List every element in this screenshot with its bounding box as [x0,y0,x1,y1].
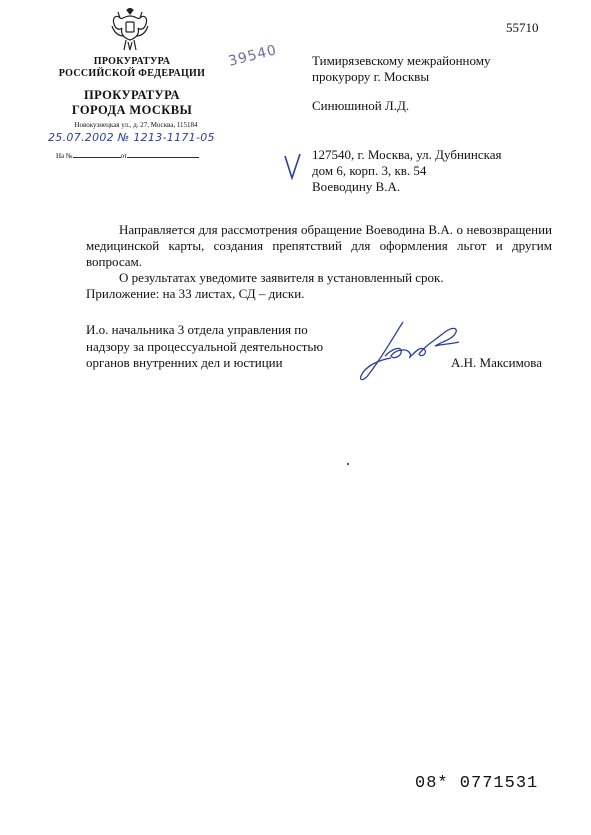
position-line-3: органов внутренних дел и юстиции [86,355,283,370]
office-line-2: ГОРОДА МОСКВЫ [71,103,193,117]
letter-body [86,222,552,302]
applicant-address-line-2: дом 6, корп. 3, кв. 54 [312,163,427,178]
check-mark-icon [283,152,303,180]
double-headed-eagle-icon [110,8,150,52]
attachment-line: Приложение: на 33 листах, СД – диски. [86,286,305,301]
handwritten-registration: 25.07.2002 № 1213-1171-05 [48,131,215,144]
scan-speck [347,463,349,465]
reg-no-label: На № [56,152,73,160]
recipient-line-2: прокурору г. Москвы [312,69,430,84]
body-paragraph-1: Направляется для рассмотрения обращение Воеводина В.А. о невозвращении медицинской карты, создания препятствий для оформления льгот и другим вопросам. [86,222,552,269]
recipient-block [312,53,490,85]
applicant-address-line-1: 127540, г. Москва, ул. Дубнинская [312,147,502,162]
position-line-1: И.о. начальника 3 отдела управления по [86,322,308,337]
reg-from-label: от [120,152,128,160]
recipient-name: Синюшиной Л.Д. [312,98,410,113]
applicant-name: Воеводину В.А. [312,179,401,194]
handwritten-signature [355,316,465,384]
handwritten-incoming-number: 39540 [226,42,279,70]
signatory-name: А.Н. Максимова [451,355,543,370]
recipient-line-1: Тимирязевскому межрайонному [312,53,491,68]
office-line-1: ПРОКУРАТУРА [84,88,180,102]
form-serial-number: 08* 0771531 [415,774,539,793]
sender-address: Новокузнецкая ул., д. 27, Москва, 115184 [74,121,198,129]
signatory-position [86,322,323,372]
position-line-2: надзору за процессуальной деятельностью [86,338,324,354]
sender-office [52,88,212,118]
org-line-2: РОССИЙСКОЙ ФЕДЕРАЦИИ [58,68,206,79]
body-paragraph-2: О результатах уведомите заявителя в установленный срок. [119,270,444,285]
applicant-address [312,147,501,195]
org-line-1: ПРОКУРАТУРА [93,56,171,67]
reference-number-line [56,150,199,160]
sender-organization [52,56,212,80]
document-number: 55710 [506,20,539,35]
